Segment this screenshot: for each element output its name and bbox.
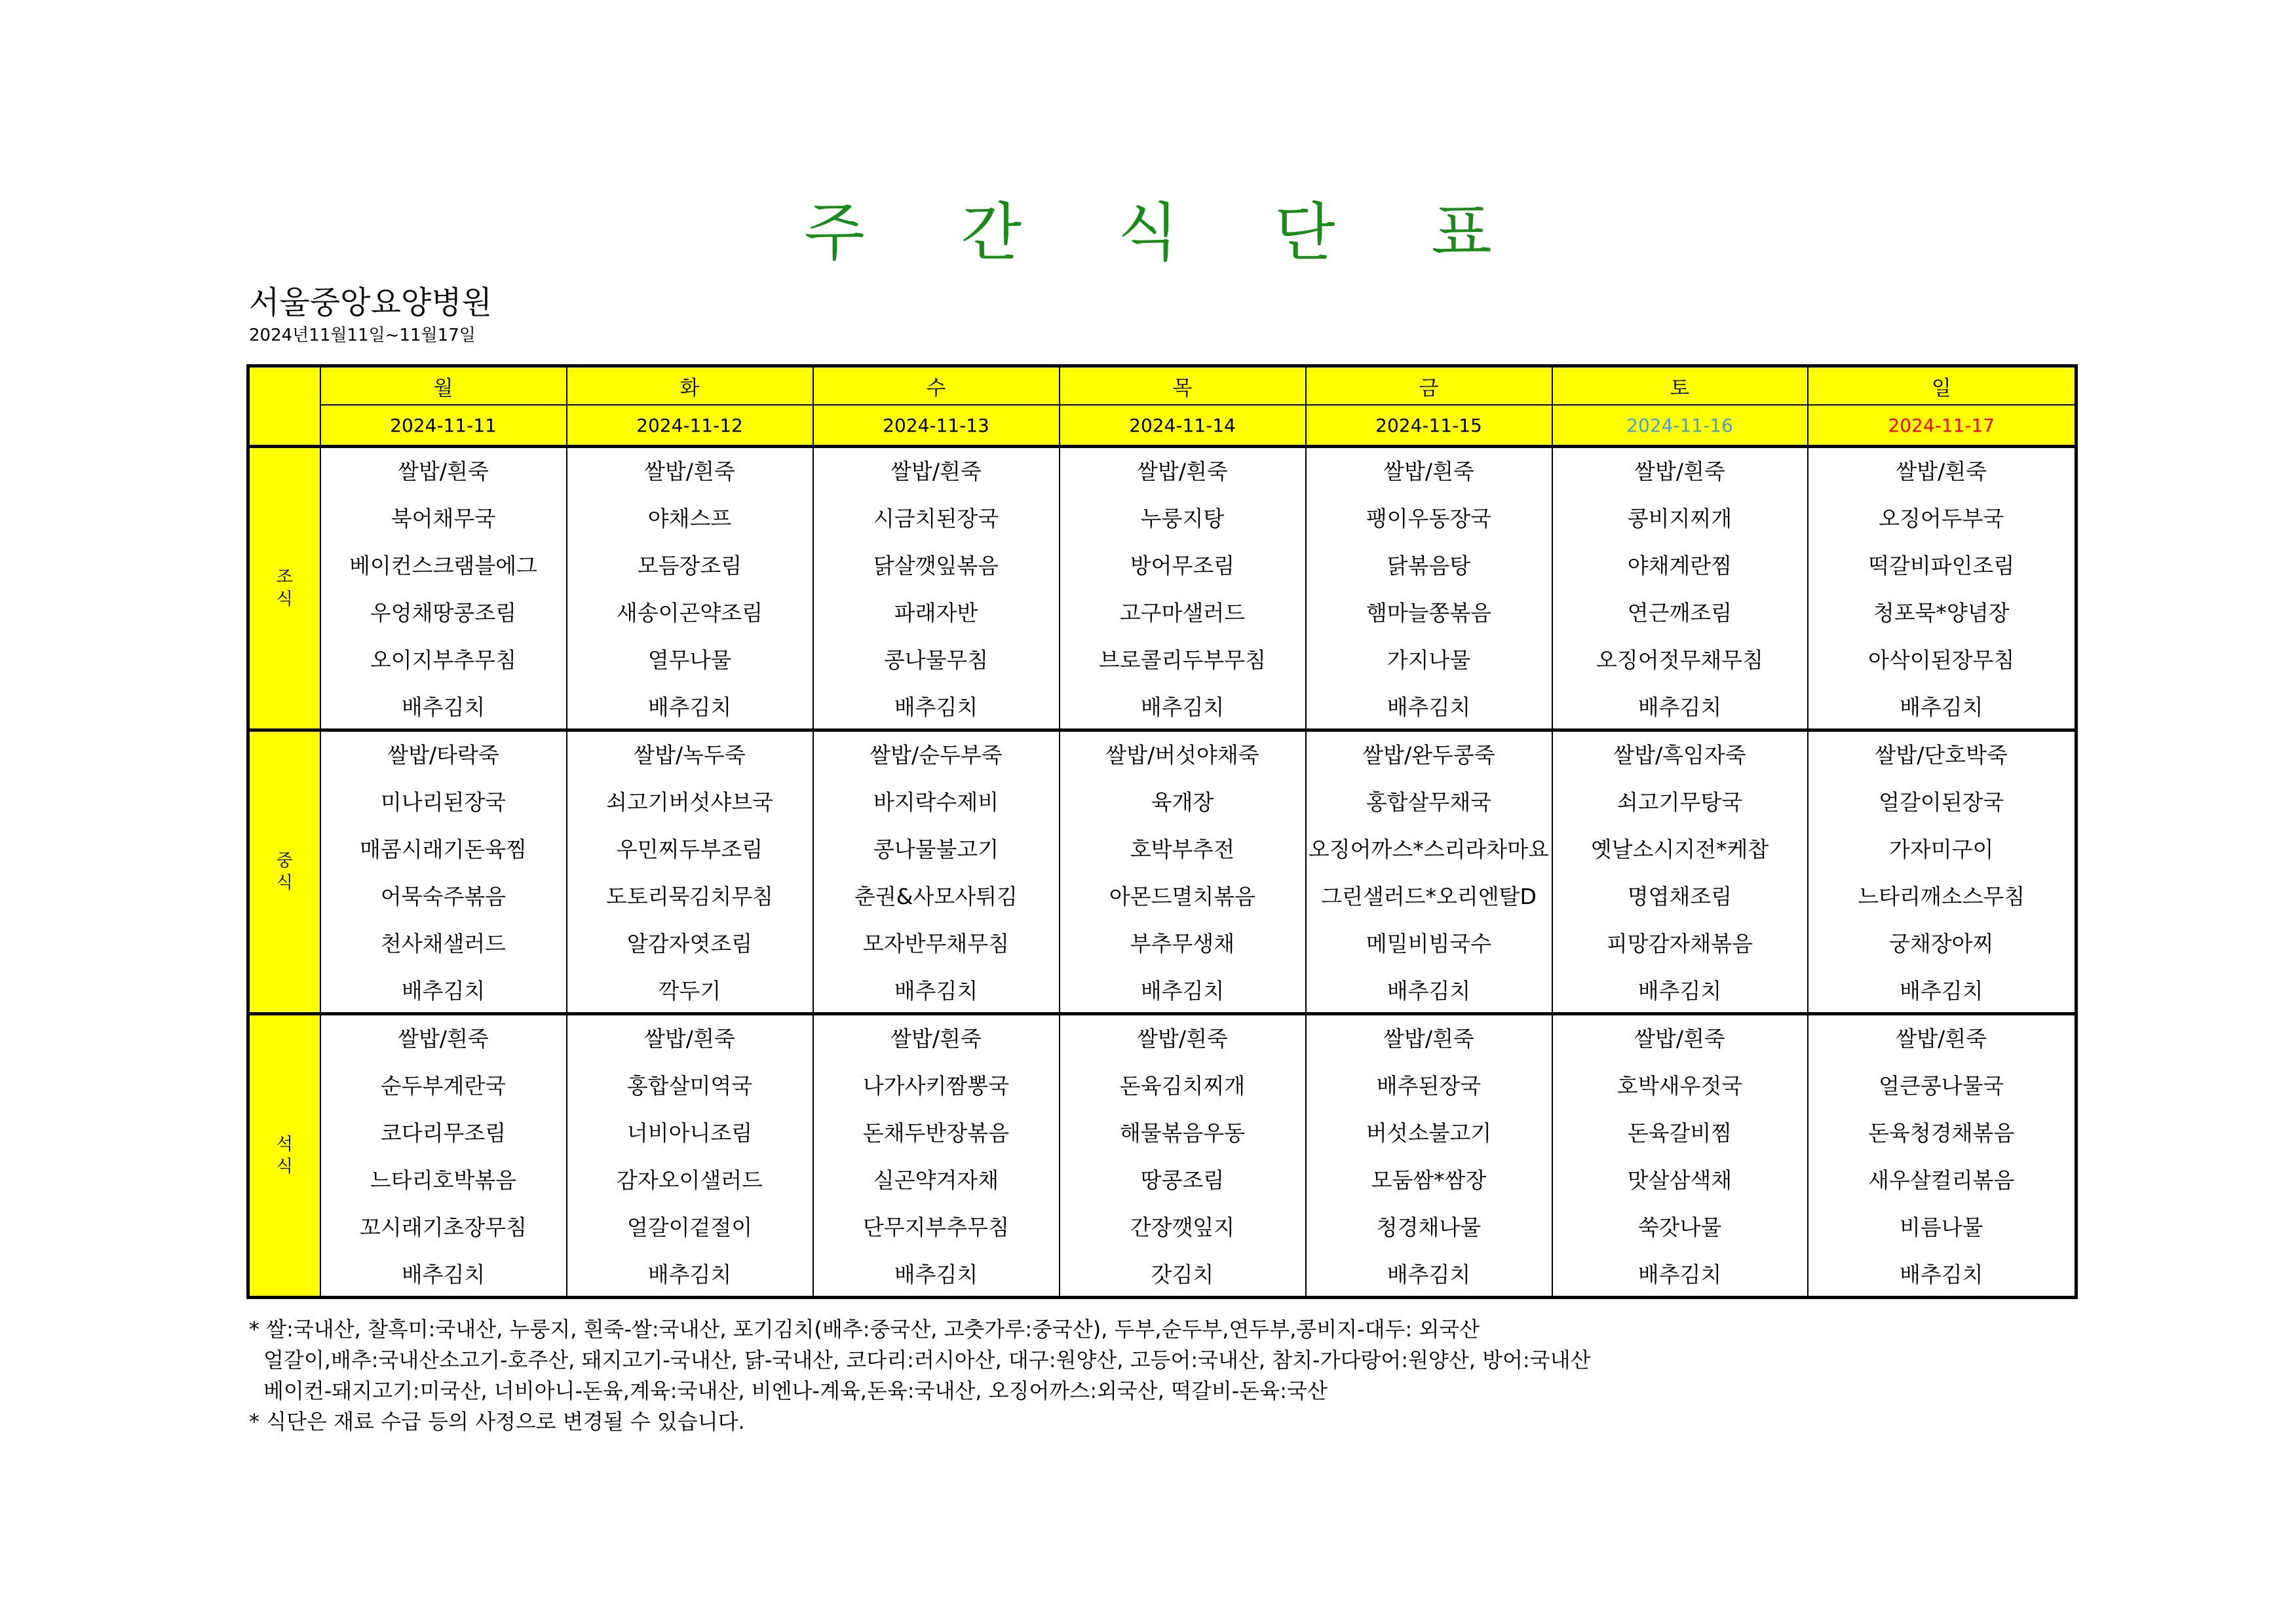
corner-cell bbox=[248, 366, 320, 447]
day-header: 토 bbox=[1552, 366, 1808, 406]
meal-label-char: 중 bbox=[276, 851, 293, 871]
note-line: 얼갈이,배추:국내산소고기-호주산, 돼지고기-국내산, 닭-국내산, 코다리:러시아산, 대구:원양산, 고등어:국내산, 참치-가다랑어:원양산, 방어:국내산 bbox=[263, 1348, 1591, 1372]
dish-item: 배추김치 bbox=[1387, 694, 1471, 720]
dish-item: 쌀밥/녹두죽 bbox=[634, 742, 746, 768]
dish-item: 쌀밥/단호박죽 bbox=[1875, 742, 2008, 768]
menu-cell bbox=[1552, 1014, 1808, 1298]
dish-item: 닭볶음탕 bbox=[1387, 553, 1471, 578]
dish-item: 쇠고기버섯샤브국 bbox=[605, 789, 774, 815]
dish-item: 모둠쌈*쌈장 bbox=[1371, 1167, 1487, 1193]
menu-cell bbox=[1808, 447, 2076, 730]
dish-item: 코다리무조림 bbox=[380, 1120, 507, 1146]
dish-item: 도토리묵김치무침 bbox=[605, 884, 774, 909]
dish-item: 홍합살미역국 bbox=[626, 1073, 753, 1099]
dish-item: 오이지부추무침 bbox=[370, 647, 517, 673]
dish-item: 파래자반 bbox=[894, 600, 978, 626]
menu-cell bbox=[1060, 447, 1306, 730]
day-header: 월 bbox=[320, 366, 567, 406]
dish-item: 꼬시래기초장무침 bbox=[359, 1215, 527, 1240]
dish-item: 배추김치 bbox=[647, 694, 732, 720]
dish-item: 닭살깻잎볶음 bbox=[873, 553, 999, 578]
meal-label-char: 식 bbox=[276, 1157, 293, 1177]
dish-item: 열무나물 bbox=[647, 647, 732, 673]
menu-cell bbox=[320, 1014, 567, 1298]
dish-item: 홍합살무채국 bbox=[1366, 789, 1492, 815]
dish-item: 갓김치 bbox=[1151, 1262, 1214, 1287]
menu-cell bbox=[1306, 447, 1552, 730]
dish-item: 시금치된장국 bbox=[873, 506, 999, 531]
dish-item: 우민찌두부조림 bbox=[616, 837, 763, 862]
dish-item: 누룽지탕 bbox=[1140, 506, 1225, 531]
meal-row bbox=[248, 447, 2076, 730]
menu-cell bbox=[1306, 730, 1552, 1014]
menu-body bbox=[248, 366, 2076, 1298]
dish-item: 쌀밥/버섯야채죽 bbox=[1105, 742, 1259, 768]
dish-item: 배추김치 bbox=[894, 1262, 978, 1287]
dish-item: 배추김치 bbox=[401, 978, 486, 1004]
dish-item: 명엽채조림 bbox=[1627, 884, 1732, 909]
dish-item: 단무지부추무침 bbox=[862, 1215, 1010, 1240]
dish-item: 비름나물 bbox=[1899, 1215, 1983, 1240]
dish-item: 가지나물 bbox=[1387, 647, 1471, 673]
dish-item: 배추김치 bbox=[1899, 1262, 1983, 1287]
dish-item: 얼갈이겉절이 bbox=[626, 1215, 753, 1240]
dish-item: 쌀밥/흰죽 bbox=[890, 459, 982, 484]
dish-item: 돈채두반장볶음 bbox=[862, 1120, 1010, 1146]
day-header: 수 bbox=[813, 366, 1060, 406]
dish-item: 새송이곤약조림 bbox=[616, 600, 763, 626]
hospital-name: 서울중앙요양병원 bbox=[249, 284, 492, 321]
dish-item: 얼갈이된장국 bbox=[1879, 789, 2004, 815]
meal-label-char: 조 bbox=[276, 567, 293, 587]
dish-item: 어묵숙주볶음 bbox=[380, 884, 507, 909]
dish-item: 배추김치 bbox=[401, 1262, 486, 1287]
menu-cell bbox=[567, 447, 813, 730]
dish-item: 방어무조림 bbox=[1130, 553, 1235, 578]
dish-item: 쌀밥/완두콩죽 bbox=[1362, 742, 1495, 768]
dish-item: 돈육갈비찜 bbox=[1627, 1120, 1732, 1146]
dish-item: 해물볶음우동 bbox=[1119, 1120, 1246, 1146]
dish-item: 순두부계란국 bbox=[380, 1073, 507, 1099]
dish-item: 배추김치 bbox=[1637, 1262, 1722, 1287]
dish-item: 알감자엿조림 bbox=[626, 931, 753, 956]
dish-item: 오징어까스*스리라차마요 bbox=[1308, 837, 1550, 862]
meal-label-char: 석 bbox=[276, 1135, 293, 1154]
dish-item: 호박부추전 bbox=[1130, 837, 1235, 862]
date-header-sunday: 2024-11-17 bbox=[1808, 405, 2076, 447]
date-header-saturday: 2024-11-16 bbox=[1552, 405, 1808, 447]
dish-item: 콩나물불고기 bbox=[873, 837, 999, 862]
menu-cell bbox=[1060, 1014, 1306, 1298]
date-header: 2024-11-15 bbox=[1306, 405, 1552, 447]
dish-item: 천사채샐러드 bbox=[380, 931, 507, 956]
dish-item: 햄마늘쫑볶음 bbox=[1366, 600, 1492, 626]
dish-item: 배추김치 bbox=[1899, 694, 1983, 720]
day-header: 목 bbox=[1060, 366, 1306, 406]
menu-cell bbox=[1552, 730, 1808, 1014]
dish-item: 쌀밥/흰죽 bbox=[398, 459, 489, 484]
meal-label-char: 식 bbox=[276, 590, 293, 609]
date-header: 2024-11-14 bbox=[1060, 405, 1306, 447]
dish-item: 느타리깨소스무침 bbox=[1858, 884, 2025, 909]
dish-item: 실곤약겨자채 bbox=[873, 1167, 999, 1193]
meal-label bbox=[248, 447, 320, 730]
dish-item: 땅콩조림 bbox=[1140, 1167, 1225, 1193]
dish-item: 쌀밥/흰죽 bbox=[1137, 459, 1228, 484]
day-header: 일 bbox=[1808, 366, 2076, 406]
dish-item: 돈육김치찌개 bbox=[1119, 1073, 1246, 1099]
dish-item: 팽이우동장국 bbox=[1366, 506, 1492, 531]
dish-item: 고구마샐러드 bbox=[1119, 600, 1246, 626]
dish-item: 육개장 bbox=[1151, 789, 1214, 815]
dish-item: 우엉채땅콩조림 bbox=[370, 600, 517, 626]
note-line: * 식단은 재료 수급 등의 사정으로 변경될 수 있습니다. bbox=[249, 1409, 745, 1434]
meal-row bbox=[248, 1014, 2076, 1298]
meal-label bbox=[248, 1014, 320, 1298]
meal-label-char: 식 bbox=[276, 873, 293, 893]
dish-item: 청포묵*양념장 bbox=[1873, 600, 2010, 626]
dish-item: 호박새우젓국 bbox=[1617, 1073, 1743, 1099]
dish-item: 모듬장조림 bbox=[637, 553, 742, 578]
dish-item: 배추김치 bbox=[1637, 694, 1722, 720]
dish-item: 쌀밥/흰죽 bbox=[1634, 1026, 1725, 1051]
dish-item: 맛살삼색채 bbox=[1627, 1167, 1732, 1193]
dish-item: 미나리된장국 bbox=[380, 789, 507, 815]
menu-cell bbox=[1306, 1014, 1552, 1298]
day-header: 화 bbox=[567, 366, 813, 406]
dish-item: 배추김치 bbox=[1899, 978, 1983, 1004]
menu-cell bbox=[567, 1014, 813, 1298]
date-header: 2024-11-11 bbox=[320, 405, 567, 447]
dish-item: 배추김치 bbox=[1387, 978, 1471, 1004]
dish-item: 쌀밥/흰죽 bbox=[1383, 1026, 1474, 1051]
page-title: 주 간 식 단 표 bbox=[804, 196, 1530, 269]
dish-item: 메밀비빔국수 bbox=[1366, 931, 1492, 956]
meal-label bbox=[248, 730, 320, 1014]
dish-item: 쌀밥/흰죽 bbox=[1137, 1026, 1228, 1051]
dish-item: 돈육청경채볶음 bbox=[1868, 1120, 2015, 1146]
menu-cell bbox=[813, 1014, 1060, 1298]
dish-item: 옛날소시지전*케찹 bbox=[1590, 837, 1769, 862]
dish-item: 쇠고기무탕국 bbox=[1617, 789, 1743, 815]
date-header: 2024-11-12 bbox=[567, 405, 813, 447]
dish-item: 새우살컬리볶음 bbox=[1868, 1167, 2015, 1193]
dish-item: 모자반무채무침 bbox=[862, 931, 1010, 956]
dish-item: 쌀밥/흰죽 bbox=[1896, 459, 1987, 484]
menu-cell bbox=[320, 447, 567, 730]
dish-item: 가자미구이 bbox=[1889, 837, 1994, 862]
dish-item: 버섯소불고기 bbox=[1366, 1120, 1492, 1146]
dish-item: 피망감자채볶음 bbox=[1606, 931, 1753, 956]
dish-item: 궁채장아찌 bbox=[1889, 931, 1994, 956]
dish-item: 배추김치 bbox=[647, 1262, 732, 1287]
dish-item: 부추무생채 bbox=[1130, 931, 1235, 956]
origin-notes bbox=[249, 1314, 1590, 1437]
dish-item: 북어채무국 bbox=[391, 506, 496, 531]
dish-item: 베이컨스크램블에그 bbox=[349, 553, 537, 578]
dish-item: 배추김치 bbox=[401, 694, 486, 720]
dish-item: 얼큰콩나물국 bbox=[1879, 1073, 2004, 1099]
dish-item: 쌀밥/흰죽 bbox=[1896, 1026, 1987, 1051]
menu-cell bbox=[1808, 1014, 2076, 1298]
menu-cell bbox=[1060, 730, 1306, 1014]
dish-item: 그린샐러드*오리엔탈D bbox=[1321, 884, 1537, 909]
menu-cell bbox=[320, 730, 567, 1014]
dish-item: 쌀밥/흰죽 bbox=[1383, 459, 1474, 484]
dish-item: 쌀밥/순두부죽 bbox=[870, 742, 1003, 768]
dish-item: 콩비지찌개 bbox=[1627, 506, 1732, 531]
dish-item: 배추된장국 bbox=[1376, 1073, 1482, 1099]
dish-item: 배추김치 bbox=[1637, 978, 1722, 1004]
dish-item: 청경채나물 bbox=[1376, 1215, 1482, 1240]
menu-cell bbox=[1808, 730, 2076, 1014]
day-header: 금 bbox=[1306, 366, 1552, 406]
dish-item: 간장깻잎지 bbox=[1130, 1215, 1235, 1240]
dish-item: 쌀밥/흰죽 bbox=[398, 1026, 489, 1051]
menu-period: 2024년11월11일~11월17일 bbox=[249, 326, 476, 345]
dish-item: 매콤시래기돈육찜 bbox=[359, 837, 527, 862]
meal-row bbox=[248, 730, 2076, 1014]
dish-item: 배추김치 bbox=[894, 694, 978, 720]
note-line: 베이컨-돼지고기:미국산, 너비아니-돈육,계육:국내산, 비엔나-계육,돈육:국내산, 오징어까스:외국산, 떡갈비-돈육:국산 bbox=[263, 1378, 1328, 1403]
menu-cell bbox=[813, 447, 1060, 730]
dish-item: 느타리호박볶음 bbox=[370, 1167, 517, 1193]
dish-item: 쌀밥/흰죽 bbox=[644, 1026, 735, 1051]
dish-item: 쑥갓나물 bbox=[1637, 1215, 1722, 1240]
menu-cell bbox=[813, 730, 1060, 1014]
dish-item: 너비아니조림 bbox=[626, 1120, 753, 1146]
dish-item: 바지락수제비 bbox=[873, 789, 999, 815]
dish-item: 깍두기 bbox=[658, 978, 721, 1004]
dish-item: 브로콜리두부무침 bbox=[1098, 647, 1267, 673]
dish-item: 쌀밥/흰죽 bbox=[1634, 459, 1725, 484]
dish-item: 쌀밥/흰죽 bbox=[890, 1026, 982, 1051]
note-line: * 쌀:국내산, 찰흑미:국내산, 누룽지, 흰죽-쌀:국내산, 포기김치(배추:중국산, 고춧가루:중국산), 두부,순두부,연두부,콩비지-대두: 외국산 bbox=[249, 1317, 1480, 1342]
dish-item: 야채스프 bbox=[647, 506, 732, 531]
dish-item: 야채계란찜 bbox=[1627, 553, 1732, 578]
dish-item: 떡갈비파인조림 bbox=[1868, 553, 2015, 578]
dish-item: 배추김치 bbox=[894, 978, 978, 1004]
dish-item: 콩나물무침 bbox=[883, 647, 989, 673]
dish-item: 쌀밥/흑임자죽 bbox=[1613, 742, 1746, 768]
dish-item: 배추김치 bbox=[1387, 1262, 1471, 1287]
dish-item: 오징어젓무채무침 bbox=[1596, 647, 1764, 673]
weekly-menu-table bbox=[246, 364, 2078, 1299]
menu-cell bbox=[1552, 447, 1808, 730]
dish-item: 쌀밥/타락죽 bbox=[387, 742, 499, 768]
dish-item: 연근깨조림 bbox=[1627, 600, 1732, 626]
date-header: 2024-11-13 bbox=[813, 405, 1060, 447]
dish-item: 배추김치 bbox=[1140, 978, 1225, 1004]
menu-cell bbox=[567, 730, 813, 1014]
dish-item: 오징어두부국 bbox=[1879, 506, 2004, 531]
dish-item: 감자오이샐러드 bbox=[616, 1167, 763, 1193]
dish-item: 쌀밥/흰죽 bbox=[644, 459, 735, 484]
dish-item: 아삭이된장무침 bbox=[1868, 647, 2015, 673]
dish-item: 춘권&사모사튀김 bbox=[854, 884, 1018, 909]
dish-item: 배추김치 bbox=[1140, 694, 1225, 720]
dish-item: 아몬드멸치볶음 bbox=[1109, 884, 1256, 909]
dish-item: 나가사키짬뽕국 bbox=[862, 1073, 1010, 1099]
